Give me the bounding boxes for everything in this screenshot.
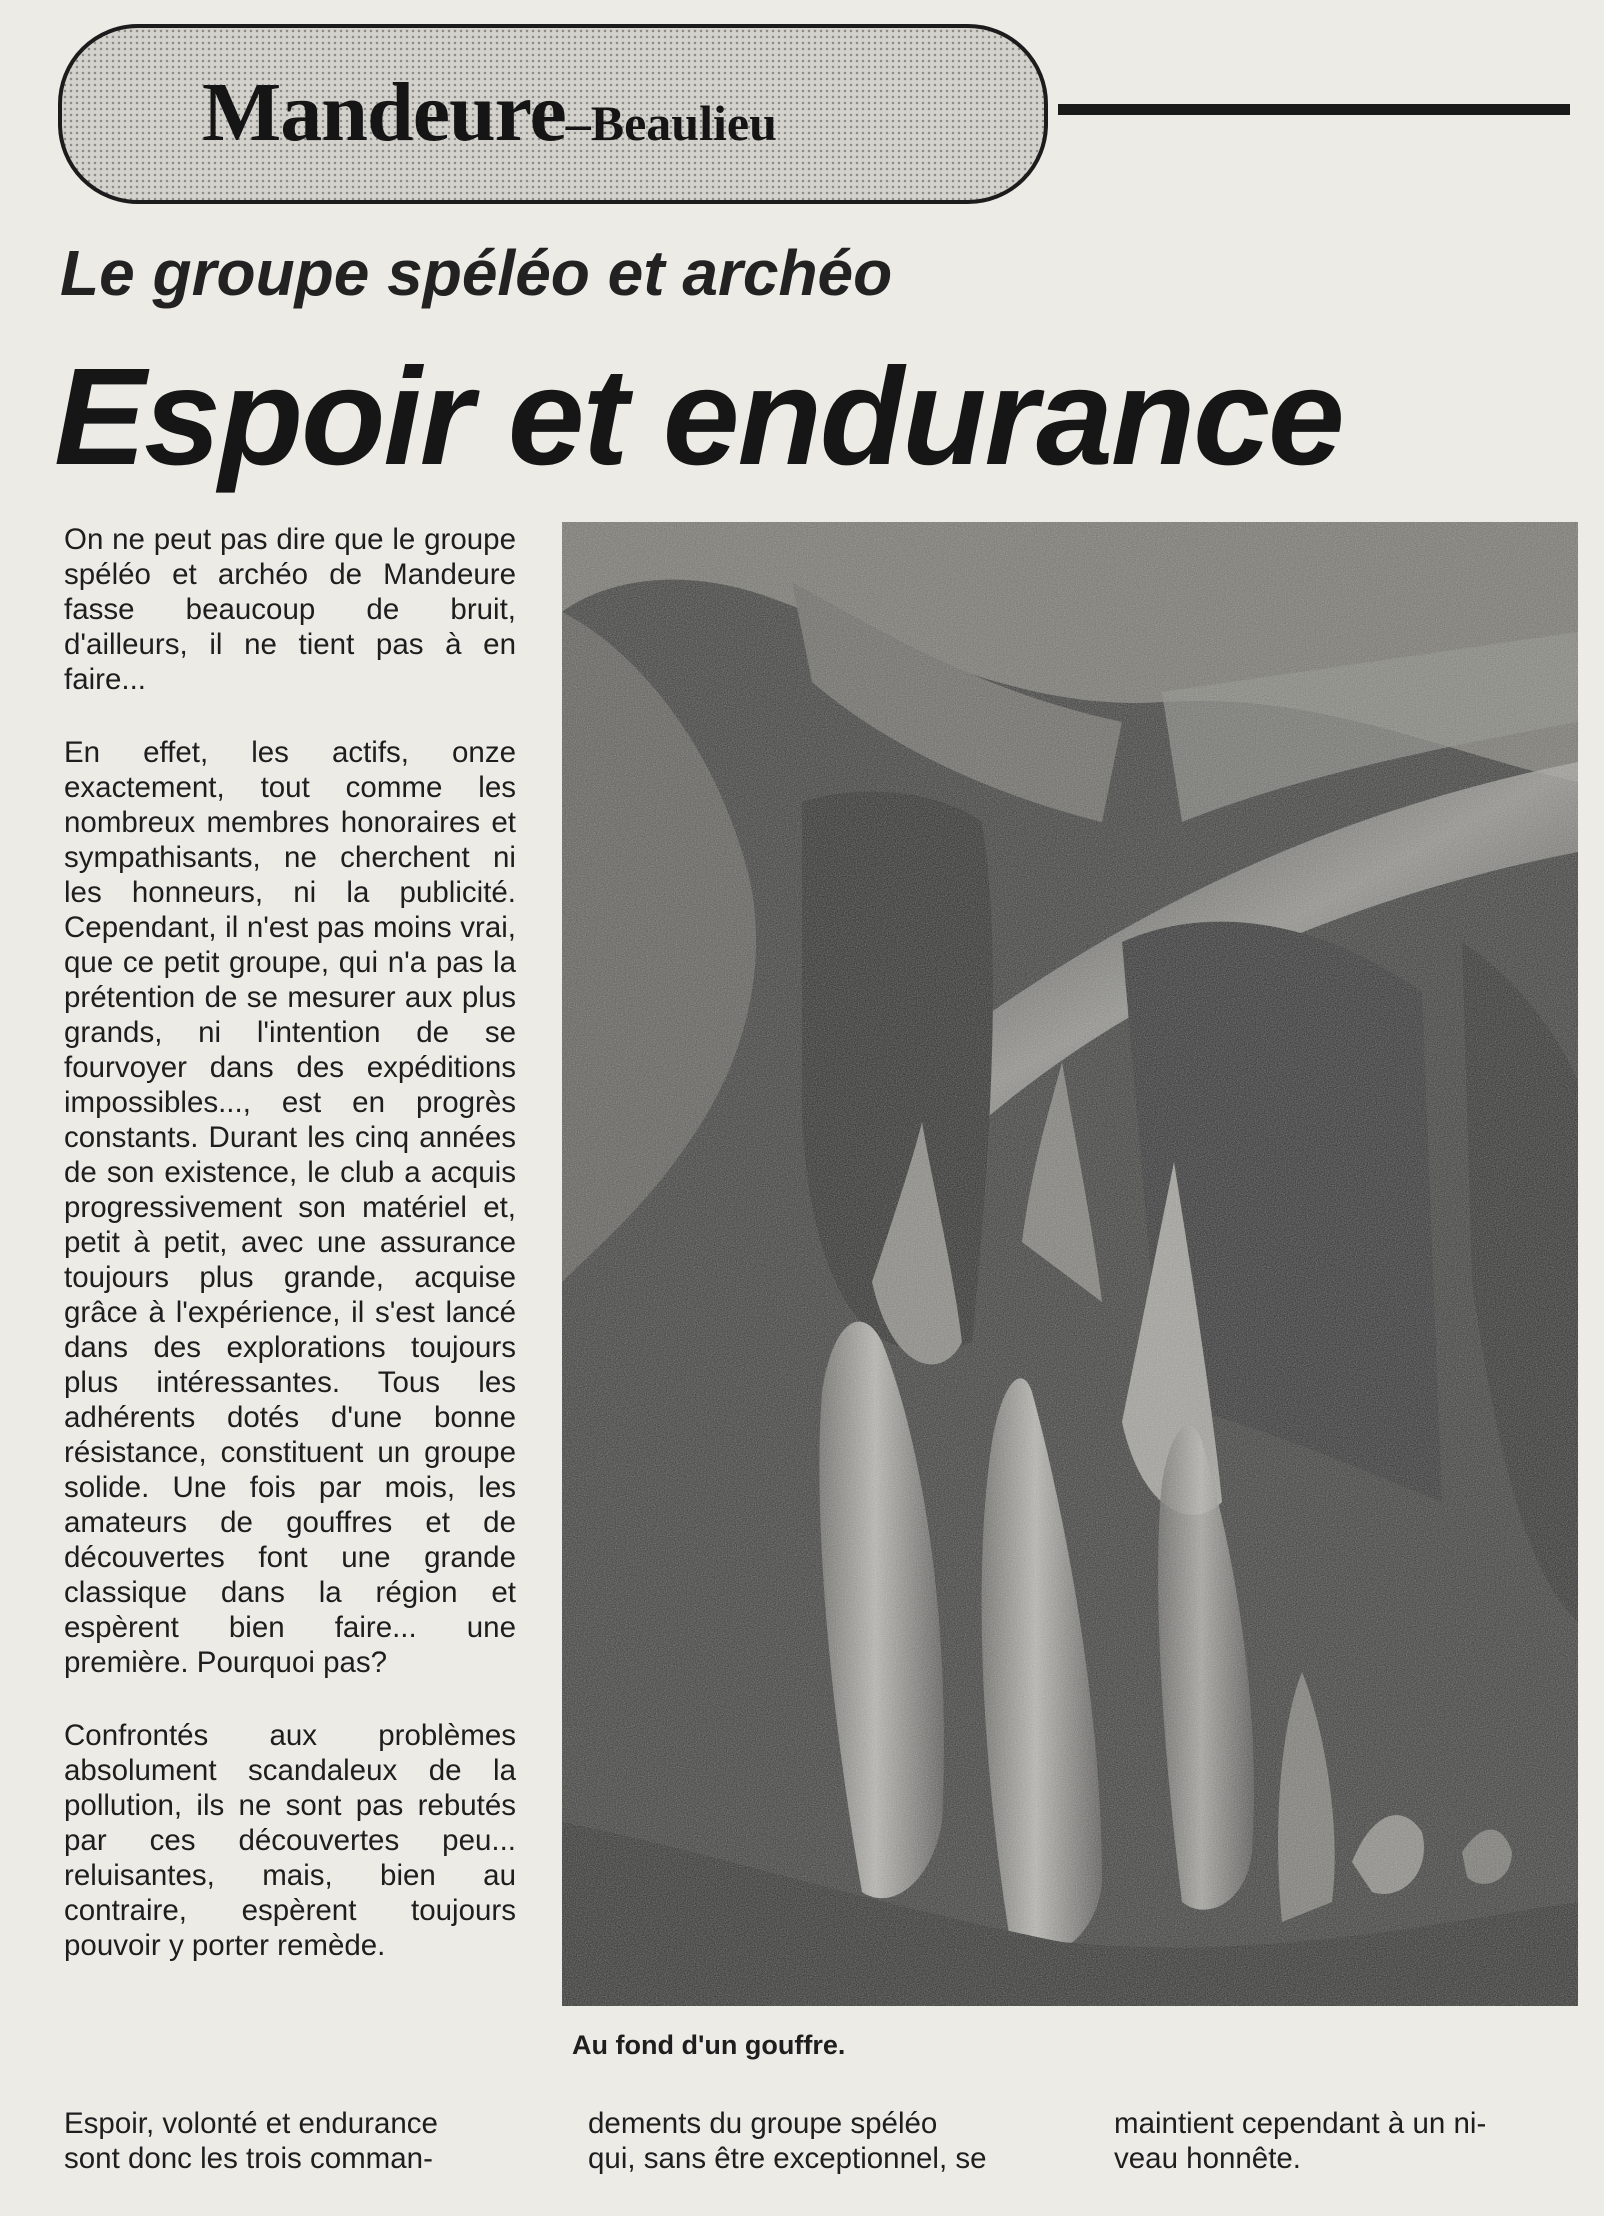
article-paragraph: On ne peut pas dire que le groupe spéléo et archéo de Mandeure fasse beaucoup de bruit, d'ailleurs, il ne tient pas à en faire... [64, 523, 516, 696]
headline: Espoir et endurance [54, 340, 1343, 494]
section-rule [1058, 104, 1570, 115]
bottom-column-2 [588, 2106, 1044, 2176]
bottom-column-3 [1114, 2106, 1572, 2176]
section-subtown: –Beaulieu [565, 95, 777, 151]
cave-photo-image [562, 522, 1578, 2006]
photo-caption: Au fond d'un gouffre. [572, 2030, 846, 2060]
section-title [202, 64, 777, 161]
article-paragraph: Confrontés aux problèmes absolument scandaleux de la pollution, ils ne sont pas rebutés par ces découvertes peu... reluisantes, mais, bien au contraire, espèrent toujours pouvoir y porter remède. [64, 1719, 516, 1962]
article-column [64, 522, 516, 2001]
bottom-line: veau honnête. [1114, 2142, 1301, 2175]
kicker: Le groupe spéléo et archéo [60, 237, 893, 309]
bottom-line: maintient cependant à un ni- [1114, 2107, 1487, 2140]
bottom-line: sont donc les trois comman- [64, 2142, 433, 2175]
bottom-line: qui, sans être exceptionnel, se [588, 2142, 987, 2175]
section-town: Mandeure [202, 66, 566, 159]
article-paragraph: En effet, les actifs, onze exactement, tout comme les nombreux membres honoraires et sympathisants, ne cherchent ni les honneurs, ni la publicité. Cependant, il n'est pas moins vrai, que ce petit groupe, qui n'a pas la prétention de se mesurer aux plus grands, ni l'intention de se fourvoyer dans des expéditions impossibles..., est en progrès constants. Durant les cinq années de son existence, le club a acquis progressivement son matériel et, petit à petit, avec une assurance toujours plus grande, acquise grâce à l'expérience, il s'est lancé dans des explorations toujours plus intéressantes. Tous les adhérents dotés d'une bonne résistance, constituent un groupe solide. Une fois par mois, les amateurs de gouffres et de découvertes font une grande classique dans la région et espèrent bien faire... une première. Pourquoi pas? [64, 736, 516, 1679]
section-banner [58, 24, 1048, 204]
cave-photo [562, 522, 1578, 2006]
bottom-line: Espoir, volonté et endurance [64, 2107, 438, 2140]
bottom-line: dements du groupe spéléo [588, 2107, 938, 2140]
bottom-column-1 [64, 2106, 516, 2176]
